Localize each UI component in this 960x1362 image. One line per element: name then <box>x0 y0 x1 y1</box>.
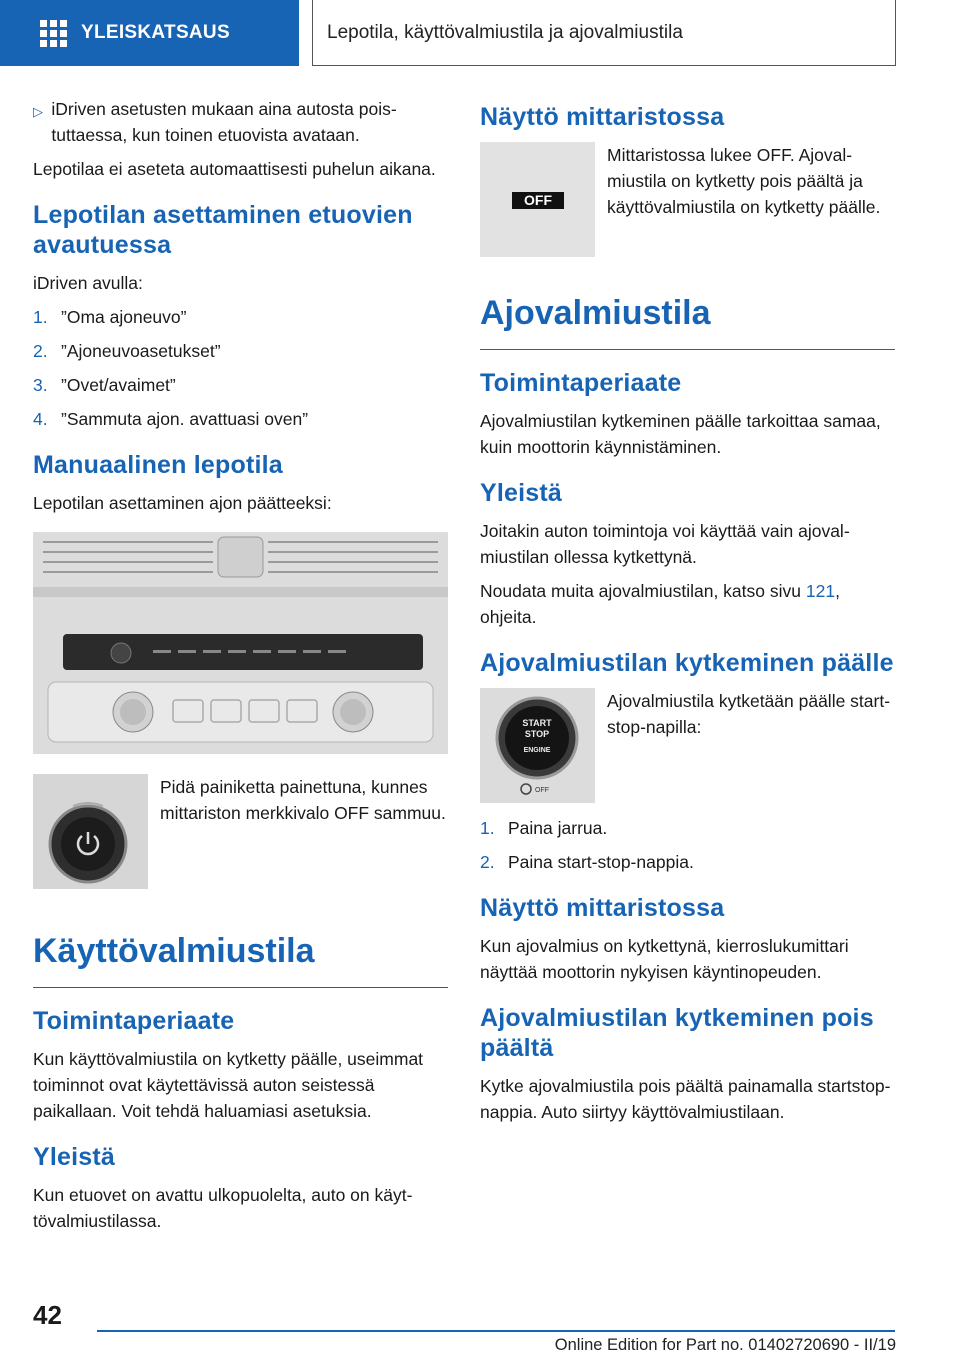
idrive-steps <box>33 304 448 432</box>
knob-figure <box>33 774 448 889</box>
chapter-title: Lepotila, käyttövalmiustila ja ajovalmiustila <box>312 0 896 66</box>
triangle-bullet-icon: ▷ <box>33 104 43 119</box>
list-item: 1. ”Oma ajoneuvo” <box>33 307 187 327</box>
list-item: 3. ”Ovet/avaimet” <box>33 375 176 395</box>
paragraph-phone: Lepotilaa ei aseteta automaattisesti puhelun aikana. <box>33 159 436 179</box>
list-item: 4. ”Sammuta ajon. avattuasi oven” <box>33 409 309 429</box>
dashboard-console-image <box>33 532 448 754</box>
list-item: 2. ”Ajoneuvoasetukset” <box>33 341 221 361</box>
footer-edition: Online Edition for Part no. 01402720690 - II/19 <box>554 1336 896 1354</box>
paragraph-idrive: iDriven avulla: <box>33 273 143 293</box>
overview-tab-label: YLEISKATSAUS <box>81 22 230 43</box>
grid-menu-icon <box>40 20 67 47</box>
off-display-figure <box>480 142 895 257</box>
paragraph-manual: Lepotilan asettaminen ajon päätteeksi: <box>33 493 332 513</box>
paragraph-principle-left: Kun käyttövalmiustila on kytketty päälle, useimmat toiminnot ovat käytettävissä auton seistessä paikallaan. Voit tehdä haluamiasi asetuksia. <box>33 1049 424 1121</box>
footer-divider <box>97 1330 895 1332</box>
heading-principle-right: Toimintaperiaate <box>480 369 682 397</box>
left-column <box>33 96 448 1242</box>
svg-text:STOP: STOP <box>524 729 550 739</box>
paragraph-general-right-2: Noudata muita ajovalmiustilan, katso sivu 121, ohjeita. <box>480 581 840 627</box>
heading-manual-sleep: Manuaalinen lepotila <box>33 451 283 479</box>
heading-front-doors: Lepotilan asettaminen etuovien avautuessa <box>33 201 413 259</box>
off-badge: OFF <box>524 192 552 208</box>
paragraph-display-2: Kun ajovalmius on kytkettynä, kierroslukumittari näyttää moottorin nykyisen käyntinopeuden. <box>480 936 849 982</box>
bullet-item <box>33 96 448 148</box>
list-item: 2. Paina start-stop-nappia. <box>480 852 694 872</box>
page-number: 42 <box>33 1300 62 1330</box>
heading-switch-off: Ajovalmiustilan kytkeminen pois päältä <box>480 1004 874 1062</box>
svg-text:ENGINE: ENGINE <box>523 747 551 754</box>
start-steps <box>480 815 895 875</box>
paragraph-general-left: Kun etuovet on avattu ulkopuolelta, auto on käyttövalmiustilassa. <box>33 1185 413 1231</box>
page-header <box>0 0 960 66</box>
heading-display-2: Näyttö mittaristossa <box>480 894 725 922</box>
svg-text:START: START <box>522 718 552 728</box>
paragraph-switch-off: Kytke ajovalmiustila pois päältä painamalla startstop-nappia. Auto siirtyy käyttövalmiustilaan. <box>480 1076 891 1122</box>
heading-principle-left: Toimintaperiaate <box>33 1007 235 1035</box>
power-knob-image <box>33 774 148 889</box>
off-display-image <box>480 142 595 257</box>
heading-standby: Käyttövalmiustila <box>33 929 448 988</box>
svg-text:OFF: OFF <box>535 787 549 794</box>
heading-general-right: Yleistä <box>480 479 563 507</box>
start-button-figure <box>480 688 895 803</box>
heading-display: Näyttö mittaristossa <box>480 103 725 131</box>
overview-tab[interactable] <box>0 0 299 66</box>
paragraph-general-right-1: Joitakin auton toimintoja voi käyttää vain ajovalmiustilan ollessa kytkettynä. <box>480 521 850 567</box>
bullet-text: iDriven asetusten mukaan aina autosta poistuttaessa, kun toinen etuovista avataan. <box>51 99 397 145</box>
paragraph-principle-right: Ajovalmiustilan kytkeminen päälle tarkoittaa samaa, kuin moottorin käynnistäminen. <box>480 411 881 457</box>
list-item: 1. Paina jarrua. <box>480 818 608 838</box>
page-link[interactable]: 121 <box>805 581 836 601</box>
heading-drive-ready: Ajovalmiustila <box>480 291 895 350</box>
heading-switch-on: Ajovalmiustilan kytkeminen päälle <box>480 649 894 677</box>
right-column <box>480 96 895 1133</box>
knob-figure-text: Pidä painiketta painettuna, kunnes mittariston merkkivalo OFF sammuu. <box>160 777 446 823</box>
start-button-text: Ajovalmiustila kytketään päälle start-stop-napilla: <box>607 691 891 737</box>
off-display-text: Mittaristossa lukee OFF. Ajovalmiustila on kytketty pois päältä ja käyttövalmiustila on kytketty päälle. <box>607 145 881 217</box>
start-stop-button-image <box>480 688 595 803</box>
heading-general-left: Yleistä <box>33 1143 116 1171</box>
